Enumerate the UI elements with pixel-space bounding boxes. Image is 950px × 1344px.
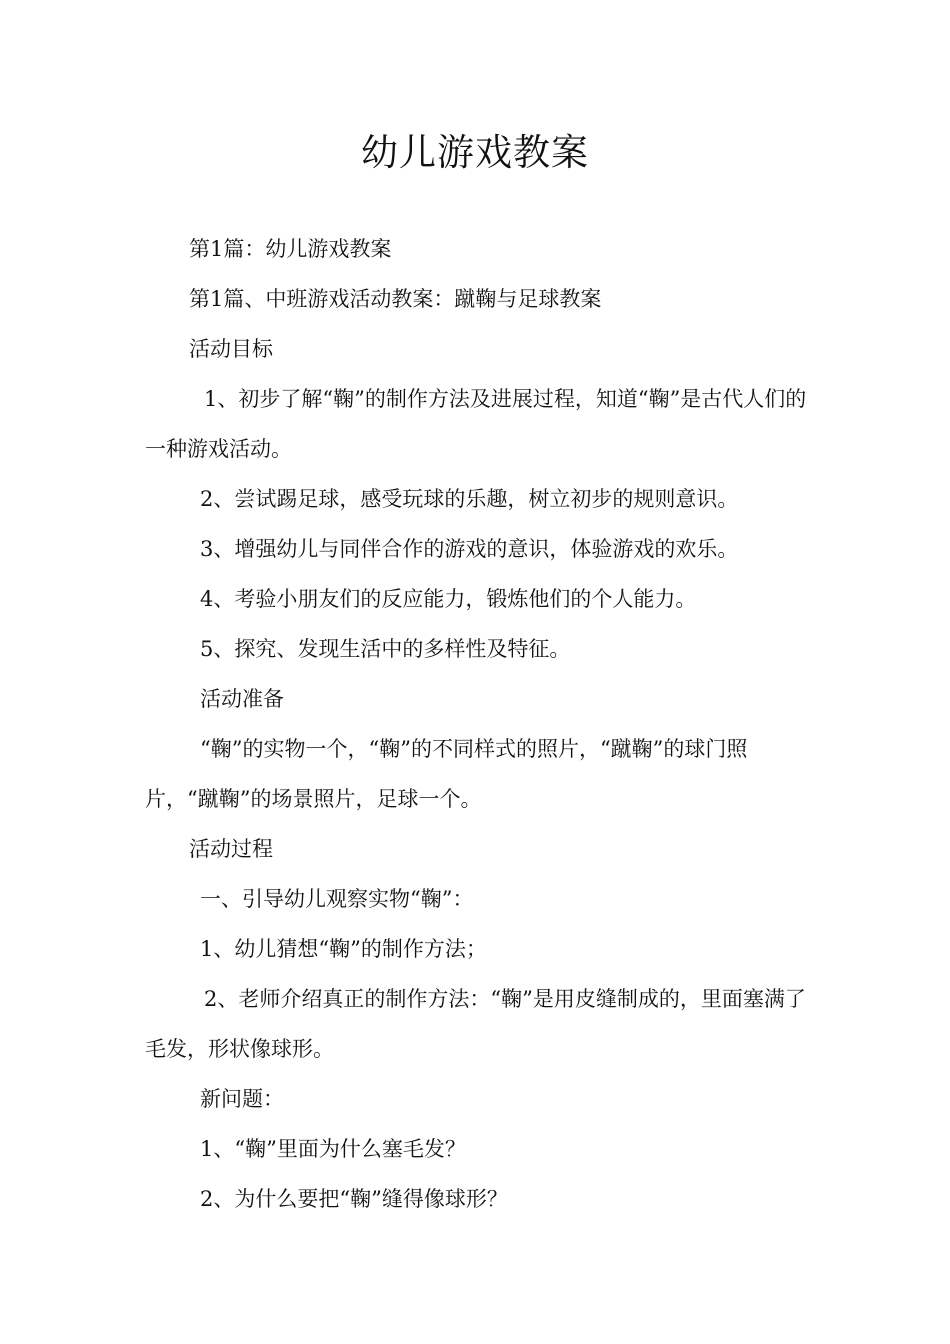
heading-activity-process: 活动过程 [189,837,273,861]
paragraph-goal-5: 5、探究、发现生活中的多样性及特征。 [200,637,571,661]
paragraph-goal-2: 2、尝试踢足球，感受玩球的乐趣，树立初步的规则意识。 [200,487,739,511]
paragraph-question-1: 1、“鞠”里面为什么塞毛发？ [200,1137,466,1161]
paragraph-chapter-heading: 第1篇：幼儿游戏教案 [189,237,392,261]
paragraph-step-1: 一、引导幼儿观察实物“鞠”： [200,887,474,911]
paragraph-goal-1: 1、初步了解“鞠”的制作方法及进展过程，知道“鞠”是古代人们的一种游戏活动。 [145,387,807,461]
paragraph-step-1-1: 1、幼儿猜想“鞠”的制作方法； [200,937,487,961]
paragraph-question-2: 2、为什么要把“鞠”缝得像球形？ [200,1187,508,1211]
paragraph-step-1-2: 2、老师介绍真正的制作方法：“鞠”是用皮缝制成的，里面塞满了毛发，形状像球形。 [145,987,806,1061]
paragraph-goal-4: 4、考验小朋友们的反应能力，锻炼他们的个人能力。 [200,587,697,611]
document-title: 幼儿游戏教案 [361,131,589,174]
heading-activity-goals: 活动目标 [189,337,273,361]
heading-new-questions: 新问题： [200,1087,284,1111]
paragraph-goal-3: 3、增强幼儿与同伴合作的游戏的意识，体验游戏的欢乐。 [200,537,739,561]
paragraph-preparation-materials: “鞠”的实物一个，“鞠”的不同样式的照片，“蹴鞠”的球门照片，“蹴鞠”的场景照片，足球一个。 [145,737,748,811]
paragraph-lesson-title: 第1篇、中班游戏活动教案：蹴鞠与足球教案 [189,287,602,311]
heading-activity-preparation: 活动准备 [200,687,284,711]
